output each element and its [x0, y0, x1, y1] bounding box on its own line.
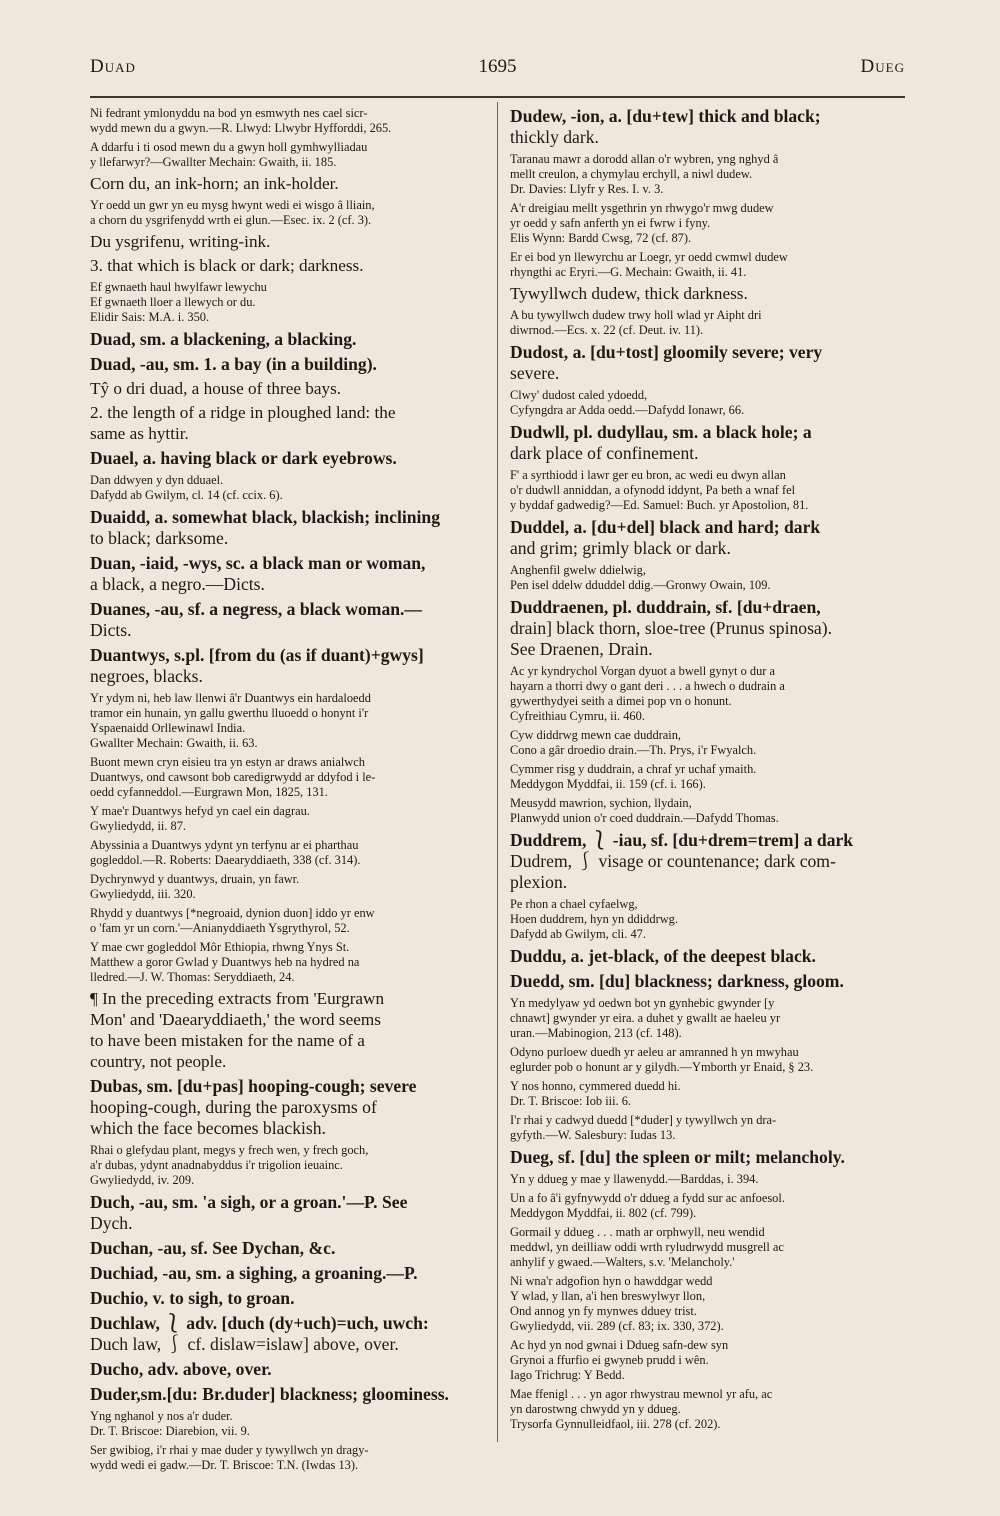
dictionary-entry: Duad, -au, sm. 1. a bay (in a building). — [90, 354, 377, 374]
citation: Un a fo â'i gyfnywydd o'r ddueg a fydd sur ac anfoesol. Meddygon Myddfai, ii. 802 (cf. 799). — [510, 1191, 785, 1220]
citation: Rhai o glefydau plant, megys y frech wen, y frech goch, a'r dubas, ydynt anadnabyddus i'r trigolion ieuainc. Gwyliedydd, iv. 209. — [90, 1143, 369, 1187]
citation: Taranau mawr a dorodd allan o'r wybren, yng nghyd â mellt creulon, a chymylau erchyll, a niwl dudew. Dr. Davies: Llyfr y Res. I. v. 3. — [510, 152, 779, 196]
definition-line: 2. the length of a ridge in ploughed land: the same as hyttir. — [90, 403, 396, 443]
citation: I'r rhai y cadwyd duedd [*duder] y tywyllwch yn dra- gyfyth.—W. Salesbury: Iudas 13. — [510, 1113, 777, 1142]
citation: Rhydd y duantwys [*negroaid, dynion duon] iddo yr enw o 'fam yr un corn.'—Anianyddiaeth Ysgrythyrol, 52. — [90, 906, 375, 935]
dictionary-entry: Dudost, a. [du+tost] gloomily severe; very severe. — [510, 342, 823, 383]
dictionary-entry: Duddel, a. [du+del] black and hard; dark and grim; grimly black or dark. — [510, 517, 821, 558]
citation: Yr ydym ni, heb law llenwi â'r Duantwys ein hardaloedd tramor ein hunain, yn gallu gwerthu lluoedd o honynt i'r Yspaenaidd Orllewinawl India. Gwallter Mechain: Gwaith, ii. 63. — [90, 691, 371, 750]
definition-line: Du ysgrifenu, writing-ink. — [90, 232, 271, 251]
citation: Y mae cwr gogleddol Môr Ethiopia, rhwng Ynys St. Matthew a goror Gwlad y Duantwys heb na hydred na lledred.—J. W. Thomas: Seryddiaeth, 24. — [90, 940, 360, 984]
citation: Yr oedd un gwr yn eu mysg hwynt wedi ei wisgo â lliain, a chorn du ysgrifenydd wrth ei glun.—Esec. ix. 2 (cf. 3). — [90, 198, 375, 227]
citation: Abyssinia a Duantwys ydynt yn terfynu ar ei pharthau gogleddol.—R. Roberts: Daearyddiaeth, 338 (cf. 314). — [90, 838, 361, 867]
dictionary-entry: Duan, -iaid, -wys, sc. a black man or woman, a black, a negro.—Dicts. — [90, 553, 426, 594]
right-column — [510, 102, 908, 1442]
dictionary-entry: Duddraenen, pl. duddrain, sf. [du+draen, drain] black thorn, sloe-tree (Prunus spinosa). See Draenen, Drain. — [510, 597, 832, 659]
dictionary-entry: Duanes, -au, sf. a negress, a black woman.— Dicts. — [90, 599, 423, 640]
citation: Y nos honno, cymmered duedd hi. Dr. T. Briscoe: Iob iii. 6. — [510, 1079, 681, 1108]
citation: Gormail y ddueg . . . math ar orphwyll, neu wendid meddwl, yn deilliaw oddi wrth ryludrwydd musgrell ac anhylif y gwaed.—Walters, s.v. 'Melancholy.' — [510, 1225, 784, 1269]
header-rule — [90, 96, 905, 98]
dictionary-entry: Dueg, sf. [du] the spleen or milt; melancholy. — [510, 1147, 845, 1167]
dictionary-entry: Duchio, v. to sigh, to groan. — [90, 1288, 295, 1308]
page-number: 1695 — [478, 56, 517, 77]
dictionary-entry: Dudwll, pl. dudyllau, sm. a black hole; a dark place of confinement. — [510, 422, 812, 463]
right-running-head: Dueg — [860, 56, 905, 77]
dictionary-entry: Duchiad, -au, sm. a sighing, a groaning.—P. — [90, 1263, 418, 1283]
citation: Dan ddwyen y dyn dduael. Dafydd ab Gwilym, cl. 14 (cf. ccix. 6). — [90, 473, 283, 502]
citation: A ddarfu i ti osod mewn du a gwyn holl gymhwylliadau y llefarwyr?—Gwallter Mechain: Gwaith, ii. 185. — [90, 140, 368, 169]
definition-line: 3. that which is black or dark; darkness. — [90, 256, 364, 275]
citation: Dychrynwyd y duantwys, druain, yn fawr. Gwyliedydd, iii. 320. — [90, 872, 300, 901]
definition-line: Tŷ o dri duad, a house of three bays. — [90, 379, 342, 398]
left-running-head: Duad — [90, 56, 136, 77]
citation: Ser gwibiog, i'r rhai y mae duder y tywyllwch yn dragy- wydd wedi ei gadw.—Dr. T. Briscoe: T.N. (Iwdas 13). — [90, 1443, 369, 1472]
citation: Yn medylyaw yd oedwn bot yn gynhebic gwynder [y chnawt] gwynder yr eira. a duhet y gwallt ae haeleu yr uran.—Mabinogion, 213 (cf. 148). — [510, 996, 781, 1040]
citation: Yn y ddueg y mae y llawenydd.—Barddas, i. 394. — [510, 1172, 759, 1186]
citation: Ac yr kyndrychol Vorgan dyuot a bwell gynyt o dur a hayarn a thorri dwy o gant deri . . . a hwech o dudrain a gywerthydyei seith a dimei pop vn o honunt. Cyfreithiau Cymru, ii. 460. — [510, 664, 785, 723]
dictionary-entry: Duchlaw, ⎱ adv. [duch (dy+uch)=uch, uwch: Duch law, ⎰ cf. dislaw=islaw] above, over. — [90, 1313, 429, 1354]
citation: Mae ffenigl . . . yn agor rhwystrau mewnol yr afu, ac yn darostwng chwydd yn y ddueg. Trysorfa Gynnulleidfaol, iii. 278 (cf. 202). — [510, 1387, 773, 1431]
citation: Ni wna'r adgofion hyn o hawddgar wedd Y wlad, y llan, a'i hen breswylwyr llon, Ond annog yn fy mynwes dduey trist. Gwyliedydd, vii. 289 (cf. 83; ix. 330, 372). — [510, 1274, 724, 1333]
citation: Yng nghanol y nos a'r duder. Dr. T. Briscoe: Diarebion, vii. 9. — [90, 1409, 250, 1438]
citation: Ni fedrant ymlonyddu na bod yn esmwyth nes cael sicr- wydd mewn du a gwyn.—R. Llwyd: Llwybr Hyfforddi, 265. — [90, 106, 392, 135]
citation: Meusydd mawrion, sychion, llydain, Planwydd union o'r coed duddrain.—Dafydd Thomas. — [510, 796, 779, 825]
dictionary-entry: Duchan, -au, sf. See Dychan, &c. — [90, 1238, 336, 1258]
citation: Cymmer risg y duddrain, a chraf yr uchaf ymaith. Meddygon Myddfai, ii. 159 (cf. i. 166). — [510, 762, 757, 791]
dictionary-entry: Dudew, -ion, a. [du+tew] thick and black; thickly dark. — [510, 106, 821, 147]
dictionary-entry: Duddrem, ⎱ -iau, sf. [du+drem=trem] a dark Dudrem, ⎰ visage or countenance; dark com- plexion. — [510, 830, 854, 892]
column-divider — [497, 102, 498, 1442]
dictionary-entry: Duder,sm.[du: Br.duder] blackness; gloominess. — [90, 1384, 449, 1404]
dictionary-entry: Dubas, sm. [du+pas] hooping-cough; severe hooping-cough, during the paroxysms of which the face becomes blackish. — [90, 1076, 417, 1138]
citation: Ac hyd yn nod gwnai i Ddueg safn-dew syn Grynoi a ffurfio ei gwyneb prudd i wên. Iago Trichrug: Y Bedd. — [510, 1338, 729, 1382]
citation: Ef gwnaeth haul hwylfawr lewychu Ef gwnaeth lloer a llewych or du. Elidir Sais: M.A. i. 350. — [90, 280, 267, 324]
dictionary-entry: Duael, a. having black or dark eyebrows. — [90, 448, 397, 468]
citation: Clwy' dudost caled ydoedd, Cyfyngdra ar Adda oedd.—Dafydd Ionawr, 66. — [510, 388, 745, 417]
citation: Buont mewn cryn eisieu tra yn estyn ar draws anialwch Duantwys, ond cawsont bob caredigrwydd ar ddyfod i le- oedd cyfanneddol.—Eurgrawn Mon, 1825, 131. — [90, 755, 376, 799]
dictionary-entry: Duaidd, a. somewhat black, blackish; inclining to black; darksome. — [90, 507, 441, 548]
left-column — [90, 102, 485, 1472]
citation: Pe rhon a chael cyfaelwg, Hoen duddrem, hyn yn ddiddrwg. Dafydd ab Gwilym, cli. 47. — [510, 897, 678, 941]
citation: Er ei bod yn llewyrchu ar Loegr, yr oedd cwmwl dudew rhyngthi ac Eryri.—G. Mechain: Gwaith, ii. 41. — [510, 250, 788, 279]
citation: Odyno purloew duedh yr aeleu ar amranned h yn mwyhau eglurder pob o honunt ar y gilydh.—Ymborth yr Enaid, § 23. — [510, 1045, 814, 1074]
definition-line: Corn du, an ink-horn; an ink-holder. — [90, 174, 339, 193]
citation: A bu tywyllwch dudew trwy holl wlad yr Aipht dri diwrnod.—Ecs. x. 22 (cf. Deut. iv. 11). — [510, 308, 762, 337]
definition-line: Tywyllwch dudew, thick darkness. — [510, 284, 748, 303]
dictionary-entry: Ducho, adv. above, over. — [90, 1359, 272, 1379]
editorial-note: ¶ In the preceding extracts from 'Eurgrawn Mon' and 'Daearyddiaeth,' the word seems to have been mistaken for the name of a country, not people. — [90, 989, 385, 1071]
citation: Anghenfil gwelw ddielwig, Pen isel ddelw dduddel ddig.—Gronwy Owain, 109. — [510, 563, 771, 592]
citation: Y mae'r Duantwys hefyd yn cael ein dagrau. Gwyliedydd, ii. 87. — [90, 804, 310, 833]
citation: A'r dreigiau mellt ysgethrin yn rhwygo'r mwg dudew yr oedd y safn anferth yn ei fwrw i fyny. Elis Wynn: Bardd Cwsg, 72 (cf. 87). — [510, 201, 774, 245]
dictionary-entry: Duad, sm. a blackening, a blacking. — [90, 329, 357, 349]
page-header — [90, 56, 905, 86]
dictionary-entry: Duddu, a. jet-black, of the deepest black. — [510, 946, 816, 966]
dictionary-entry: Duch, -au, sm. 'a sigh, or a groan.'—P. See Dych. — [90, 1192, 408, 1233]
dictionary-entry: Duantwys, s.pl. [from du (as if duant)+gwys] negroes, blacks. — [90, 645, 424, 686]
citation: F' a syrthiodd i lawr ger eu bron, ac wedi eu dwyn allan o'r dudwll anniddan, a ofynodd iddynt, Pa beth a wnaf fel y byddaf gadwedig?—Ed. Samuel: Buch. yr Apostolion, 81. — [510, 468, 809, 512]
citation: Cyw diddrwg mewn cae duddrain, Cono a gâr droedio drain.—Th. Prys, i'r Fwyalch. — [510, 728, 757, 757]
dictionary-entry: Duedd, sm. [du] blackness; darkness, gloom. — [510, 971, 844, 991]
